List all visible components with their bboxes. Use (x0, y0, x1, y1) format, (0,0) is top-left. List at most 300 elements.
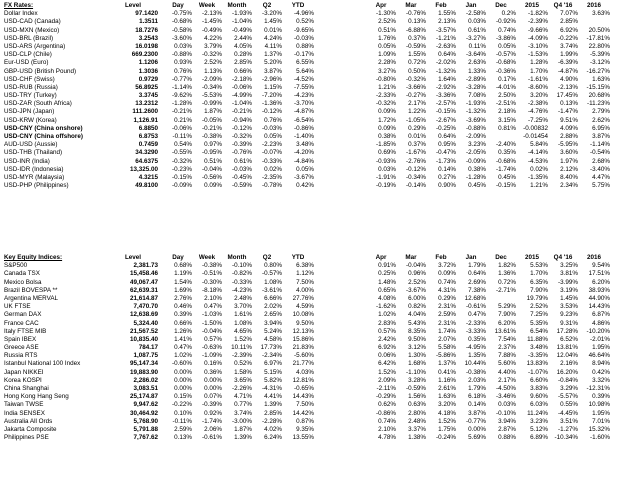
cell-y2015: -4.09% (528, 34, 548, 42)
cell-week: -0.34% (202, 83, 222, 91)
cell-month: 0.77% (234, 401, 252, 409)
cell-y2016: 5.75% (592, 182, 610, 190)
cell-apr: -1.62% (376, 303, 396, 311)
cell-y2016: 46.64% (588, 352, 610, 360)
cell-mar: 3.28% (408, 376, 426, 384)
cell-q2: 2.65% (264, 311, 282, 319)
cell-y2015: -8.60% (528, 83, 548, 91)
cell-mar: -0.12% (406, 165, 426, 173)
row-label: German DAX (4, 311, 42, 319)
cell-week: 0.36% (204, 368, 222, 376)
cell-y2015: 6.35% (530, 278, 548, 286)
table-row[interactable] (4, 410, 636, 418)
cell-week: -0.38% (202, 262, 222, 270)
cell-q2: -0.12% (262, 108, 282, 116)
cell-apr: -1.30% (376, 10, 396, 18)
cell-day: -0.23% (172, 165, 192, 173)
cell-feb: -1.73% (436, 157, 456, 165)
table-row[interactable] (4, 182, 636, 190)
cell-day: -1.14% (172, 83, 192, 91)
cell-y2015: 1.70% (530, 270, 548, 278)
cell-day: 1.19% (174, 270, 192, 278)
cell-dec: -4.50% (496, 385, 516, 392)
cell-week: -0.49% (202, 26, 222, 34)
cell-jan: 2.03% (468, 376, 486, 384)
cell-mar: 1.22% (408, 108, 426, 116)
cell-day: 0.46% (174, 303, 192, 311)
column-header: Month (227, 254, 247, 261)
cell-level: 25,174.87 (129, 393, 158, 401)
cell-apr: 0.38% (378, 133, 396, 140)
cell-month: 1.61% (234, 311, 252, 319)
cell-apr: -2.33% (376, 92, 396, 100)
cell-q2: -7.20% (262, 92, 282, 100)
cell-y2016: -11.23% (587, 100, 610, 108)
cell-jan: -3.33% (466, 327, 486, 335)
cell-dec: -2.40% (496, 141, 516, 149)
cell-q2: 4.02% (264, 425, 282, 433)
table-row[interactable] (4, 51, 636, 59)
table-row[interactable] (4, 287, 636, 295)
cell-feb: 2.31% (438, 303, 456, 311)
cell-q416: -2.13% (558, 83, 578, 91)
table-row[interactable] (4, 84, 636, 92)
table-row[interactable] (4, 360, 636, 368)
cell-apr: 6.92% (378, 344, 396, 352)
cell-week: 0.97% (204, 141, 222, 149)
cell-week: -0.32% (202, 51, 222, 59)
cell-apr: 1.09% (378, 51, 396, 59)
cell-ytd: 10.08% (292, 311, 314, 319)
cell-q416: 17.45% (556, 92, 578, 100)
table-row[interactable] (4, 344, 636, 352)
cell-level: 1,087.75 (133, 352, 158, 360)
row-label: AUD-USD (Aussie) (4, 141, 58, 149)
row-label: USD-CNY (China onshore) (4, 124, 83, 132)
cell-level: 1.3036 (138, 67, 158, 75)
table-row[interactable] (4, 385, 636, 393)
cell-day: 0.00% (174, 385, 192, 392)
cell-apr: 2.09% (378, 376, 396, 384)
cell-dec: 4.40% (498, 368, 516, 376)
cell-apr: -0.32% (376, 100, 396, 108)
cell-jan: -0.77% (466, 417, 486, 425)
cell-y2016: 1.63% (592, 75, 610, 83)
table-row[interactable] (4, 10, 636, 18)
cell-mar: 5.43% (408, 319, 426, 327)
cell-day: 0.93% (174, 59, 192, 67)
cell-month: -0.45% (232, 173, 252, 181)
cell-apr: 1.52% (378, 368, 396, 376)
cell-dec: 2.87% (498, 425, 516, 433)
column-header: YTD (291, 254, 305, 261)
cell-feb: -5.86% (436, 352, 456, 360)
row-label: Hong Kong Hang Seng (4, 393, 69, 401)
cell-ytd: -0.03% (294, 34, 314, 42)
cell-feb: -3.36% (436, 92, 456, 100)
cell-q416: 2.34% (560, 182, 578, 190)
cell-ytd: 7.50% (296, 278, 314, 286)
row-label: USD-CLP (Chile) (4, 51, 52, 59)
table-row[interactable] (4, 377, 636, 385)
column-header: Apr (375, 254, 387, 261)
row-label: USD-JPN (Japan) (4, 108, 55, 116)
cell-week: -1.03% (202, 311, 222, 319)
cell-month: -4.23% (232, 286, 252, 294)
row-label: China Shanghai (4, 385, 49, 392)
cell-level: 12,638.69 (129, 311, 158, 319)
cell-dec: 0.72% (498, 278, 516, 286)
cell-month: 1.52% (234, 335, 252, 343)
cell-level: 9,947.62 (133, 401, 158, 409)
cell-apr: 0.03% (378, 165, 396, 173)
table-row[interactable] (4, 393, 636, 401)
cell-mar: 9.50% (408, 335, 426, 343)
cell-dec: -0.92% (496, 18, 516, 26)
cell-jan: -1.32% (466, 108, 486, 116)
cell-feb: -0.47% (436, 149, 456, 157)
cell-week: 1.13% (204, 67, 222, 75)
row-label: S&P500 (4, 262, 28, 270)
cell-mar: 0.82% (408, 303, 426, 311)
row-label: UK FTSE (4, 303, 31, 311)
column-header: Mar (405, 2, 417, 9)
table-row[interactable] (4, 117, 636, 125)
cell-apr: 0.25% (378, 270, 396, 278)
cell-week: -5.53% (202, 92, 222, 100)
table-row[interactable] (4, 174, 636, 182)
cell-q2: -2.96% (262, 75, 282, 83)
cell-month: 2.85% (234, 59, 252, 67)
cell-q416: 0.55% (560, 401, 578, 409)
cell-y2015: 6.60% (530, 376, 548, 384)
cell-q416: -1.27% (558, 425, 578, 433)
cell-q2: 4.11% (264, 42, 282, 50)
cell-feb: 1.64% (438, 75, 456, 83)
cell-day: -0.77% (172, 75, 192, 83)
cell-dec: 7.88% (498, 352, 516, 360)
cell-y2015: 5.84% (530, 141, 548, 149)
cell-apr: 0.65% (378, 286, 396, 294)
cell-y2016: 2.62% (592, 116, 610, 124)
table-row[interactable] (4, 59, 636, 67)
cell-q416: -5.57% (558, 393, 578, 401)
cell-mar: -3.66% (406, 83, 426, 91)
cell-dec: -3.86% (496, 34, 516, 42)
row-label: Japan NIKKEI (4, 368, 44, 376)
cell-q2: -2.34% (262, 352, 282, 360)
cell-y2015: 9.60% (530, 393, 548, 401)
cell-month: 2.44% (234, 34, 252, 42)
cell-q2: 6.24% (264, 434, 282, 442)
cell-week: 3.79% (204, 42, 222, 50)
cell-apr: 3.27% (378, 67, 396, 75)
cell-y2015: 2.52% (530, 303, 548, 311)
cell-level: 62,639.31 (129, 286, 158, 294)
cell-apr: 0.05% (378, 42, 396, 50)
cell-apr: -0.93% (376, 157, 396, 165)
cell-mar: 0.37% (408, 34, 426, 42)
cell-q416: -3.99% (558, 278, 578, 286)
cell-month: -2.18% (232, 75, 252, 83)
cell-mar: 1.56% (408, 393, 426, 401)
cell-mar: 0.50% (408, 67, 426, 75)
cell-level: 2,381.73 (133, 262, 158, 270)
cell-week: -8.18% (202, 286, 222, 294)
cell-mar: -0.59% (406, 385, 426, 392)
cell-jan: 1.79% (468, 385, 486, 392)
cell-week: -0.04% (202, 165, 222, 173)
cell-dec: 1.82% (498, 262, 516, 270)
cell-y2015: 19.79% (526, 294, 548, 302)
cell-y2015: 7.90% (530, 286, 548, 294)
cell-week: -0.05% (202, 116, 222, 124)
cell-day: 0.15% (174, 393, 192, 401)
cell-q416: 3.53% (560, 303, 578, 311)
cell-apr: 2.83% (378, 319, 396, 327)
cell-week: 0.47% (204, 303, 222, 311)
cell-y2015: -2.39% (528, 18, 548, 26)
table-row[interactable] (4, 76, 636, 84)
cell-q2: 1.39% (264, 401, 282, 409)
cell-q2: 5.15% (264, 368, 282, 376)
cell-y2015: 11.88% (527, 335, 548, 343)
cell-jan: -2.89% (466, 75, 486, 83)
cell-y2016: -3.12% (590, 59, 610, 67)
cell-day: -0.21% (172, 108, 192, 116)
cell-feb: 0.27% (438, 173, 456, 181)
table-row[interactable] (4, 100, 636, 108)
cell-q2: 5.82% (264, 376, 282, 384)
row-label: USD-ZAR (South Africa) (4, 100, 72, 108)
cell-q2: 0.05% (264, 133, 282, 140)
cell-y2015: -4.14% (528, 149, 548, 157)
table-row[interactable] (4, 133, 636, 141)
table-row[interactable] (4, 311, 636, 319)
table-row[interactable] (4, 418, 636, 426)
table-row[interactable] (4, 270, 636, 278)
table-row[interactable] (4, 158, 636, 166)
table-row[interactable] (4, 369, 636, 377)
cell-ytd: 4.59% (296, 303, 314, 311)
cell-ytd: 9.50% (296, 319, 314, 327)
table-row[interactable] (4, 352, 636, 360)
cell-day: -0.58% (172, 26, 192, 34)
cell-y2015: -1.61% (528, 75, 548, 83)
cell-mar: 6.00% (408, 294, 426, 302)
cell-q416: -6.39% (558, 59, 578, 67)
table-row[interactable] (4, 434, 636, 442)
table-row[interactable] (4, 279, 636, 287)
column-header: Month (227, 2, 247, 9)
cell-day: 0.66% (174, 319, 192, 327)
cell-month: -4.99% (232, 92, 252, 100)
cell-apr: -1.85% (376, 141, 396, 149)
cell-day: -0.32% (172, 157, 192, 165)
cell-day: 0.68% (174, 262, 192, 270)
cell-month: -0.12% (232, 124, 252, 132)
cell-mar: -3.67% (406, 286, 426, 294)
cell-jan: 0.00% (468, 425, 486, 433)
table-row[interactable] (4, 426, 636, 434)
cell-day: 1.02% (174, 352, 192, 360)
cell-ytd: 4.03% (296, 368, 314, 376)
cell-apr: 0.06% (378, 352, 396, 360)
cell-ytd: 0.87% (296, 417, 314, 425)
cell-month: -1.93% (232, 10, 252, 18)
table-row[interactable] (4, 149, 636, 157)
cell-q2: -1.36% (262, 100, 282, 108)
header-row (4, 254, 636, 262)
cell-q416: 3.81% (560, 270, 578, 278)
cell-month: -3.00% (232, 417, 252, 425)
cell-ytd: 21.83% (292, 344, 314, 352)
cell-level: 15,458.46 (129, 270, 158, 278)
cell-mar: -1.67% (406, 149, 426, 157)
cell-month: -0.59% (232, 182, 252, 190)
cell-ytd: 14.42% (292, 409, 314, 417)
table-row[interactable] (4, 68, 636, 76)
cell-y2016: -5.39% (590, 51, 610, 59)
table-row[interactable] (4, 166, 636, 174)
cell-month: 3.74% (234, 409, 252, 417)
cell-feb: -0.24% (436, 434, 456, 442)
cell-jan: 1.35% (468, 352, 486, 360)
cell-q2: 5.24% (264, 327, 282, 335)
cell-q2: -0.78% (262, 182, 282, 190)
row-label: USD-MXN (Mexico) (4, 26, 60, 34)
cell-apr: 0.09% (378, 108, 396, 116)
cell-y2016: 6.20% (592, 278, 610, 286)
row-label: Argentina MERVAL (4, 294, 59, 302)
cell-week: -0.56% (202, 173, 222, 181)
row-label: Mexico Bolsa (4, 278, 42, 286)
cell-q2: 2.02% (264, 303, 282, 311)
cell-level: 669.2300 (131, 51, 158, 59)
cell-apr: 0.51% (378, 26, 396, 34)
table-row[interactable] (4, 43, 636, 51)
table-row[interactable] (4, 35, 636, 43)
cell-feb: 1.74% (438, 327, 456, 335)
cell-level: 10,835.40 (129, 335, 158, 343)
cell-dec: 0.45% (498, 173, 516, 181)
cell-q2: 17.73% (260, 344, 282, 352)
cell-feb: 1.16% (438, 376, 456, 384)
table-row[interactable] (4, 328, 636, 336)
cell-day: 0.03% (174, 42, 192, 50)
cell-week: 0.07% (204, 393, 222, 401)
row-label: Jakarta Composite (4, 425, 57, 433)
cell-dec: -4.01% (496, 83, 516, 91)
table-row[interactable] (4, 27, 636, 35)
cell-dec: 6.20% (498, 319, 516, 327)
cell-q2: 0.76% (264, 116, 282, 124)
column-header: 2015 (524, 2, 539, 9)
cell-ytd: 0.88% (296, 42, 314, 50)
table-row[interactable] (4, 141, 636, 149)
cell-dec: 5.29% (498, 303, 516, 311)
cell-ytd: -4.52% (294, 75, 314, 83)
table-row[interactable] (4, 303, 636, 311)
cell-month: 3.70% (234, 303, 252, 311)
cell-q416: 3.25% (560, 262, 578, 270)
cell-ytd: 0.42% (296, 182, 314, 190)
cell-feb: 0.14% (438, 165, 456, 173)
cell-apr: -0.80% (376, 75, 396, 83)
column-header: Dec (495, 2, 507, 9)
cell-y2016: 17.51% (588, 270, 610, 278)
cell-dec: -1.74% (496, 165, 516, 173)
cell-day: 0.13% (174, 434, 192, 442)
cell-apr: 4.08% (378, 294, 396, 302)
column-header: Day (172, 254, 184, 261)
row-label: USD-KRW (Korea) (4, 116, 57, 124)
cell-feb: 0.64% (438, 51, 456, 59)
cell-week: -2.09% (202, 75, 222, 83)
cell-apr: 1.02% (378, 311, 396, 319)
table-row[interactable] (4, 336, 636, 344)
cell-month: -0.94% (232, 116, 252, 124)
cell-feb: 2.13% (438, 18, 456, 26)
cell-q416: 1.45% (560, 294, 578, 302)
cell-level: 49.8100 (135, 182, 158, 190)
cell-y2015: 0.02% (530, 165, 548, 173)
cell-ytd: 27.76% (292, 294, 314, 302)
cell-q416: 2.16% (560, 360, 578, 368)
cell-month: 0.52% (234, 360, 252, 368)
table-row[interactable] (4, 401, 636, 409)
row-label: Spain IBEX (4, 335, 37, 343)
cell-dec: 2.17% (498, 376, 516, 384)
cell-y2016: 44.90% (588, 294, 610, 302)
row-label: Taiwan TWSE (4, 401, 44, 409)
cell-feb: 1.55% (438, 10, 456, 18)
cell-q416: 2.85% (560, 18, 578, 26)
cell-y2016: 1.95% (592, 344, 610, 352)
cell-q2: 1.45% (264, 18, 282, 26)
table-row[interactable] (4, 18, 636, 26)
cell-y2015: 6.03% (530, 401, 548, 409)
row-label: India SENSEX (4, 409, 45, 417)
cell-week: -0.63% (202, 344, 222, 352)
cell-week: -0.95% (202, 149, 222, 157)
cell-month: -0.06% (232, 83, 252, 91)
cell-y2016: -2.01% (590, 335, 610, 343)
cell-mar: -0.27% (406, 92, 426, 100)
table-row[interactable] (4, 92, 636, 100)
cell-y2015: -1.82% (528, 10, 548, 18)
cell-day: 1.69% (174, 286, 192, 294)
table-row[interactable] (4, 295, 636, 303)
cell-level: 13,325.00 (129, 165, 158, 173)
cell-week: 4.22% (204, 34, 222, 42)
table-row[interactable] (4, 108, 636, 116)
cell-ytd: -4.87% (294, 108, 314, 116)
cell-jan: -1.28% (466, 173, 486, 181)
cell-month: 10.11% (231, 344, 252, 352)
table-row[interactable] (4, 262, 636, 270)
cell-month: -0.39% (232, 141, 252, 149)
row-label: USD-ARS (Argentina) (4, 42, 66, 50)
table-row[interactable] (4, 320, 636, 328)
column-header: Apr (375, 2, 387, 9)
cell-apr: 4.78% (378, 434, 396, 442)
table-row[interactable] (4, 125, 636, 133)
cell-jan: 12.68% (464, 294, 486, 302)
cell-feb: 0.90% (438, 182, 456, 190)
cell-feb: 4.18% (438, 409, 456, 417)
cell-q416: 2.12% (560, 165, 578, 173)
